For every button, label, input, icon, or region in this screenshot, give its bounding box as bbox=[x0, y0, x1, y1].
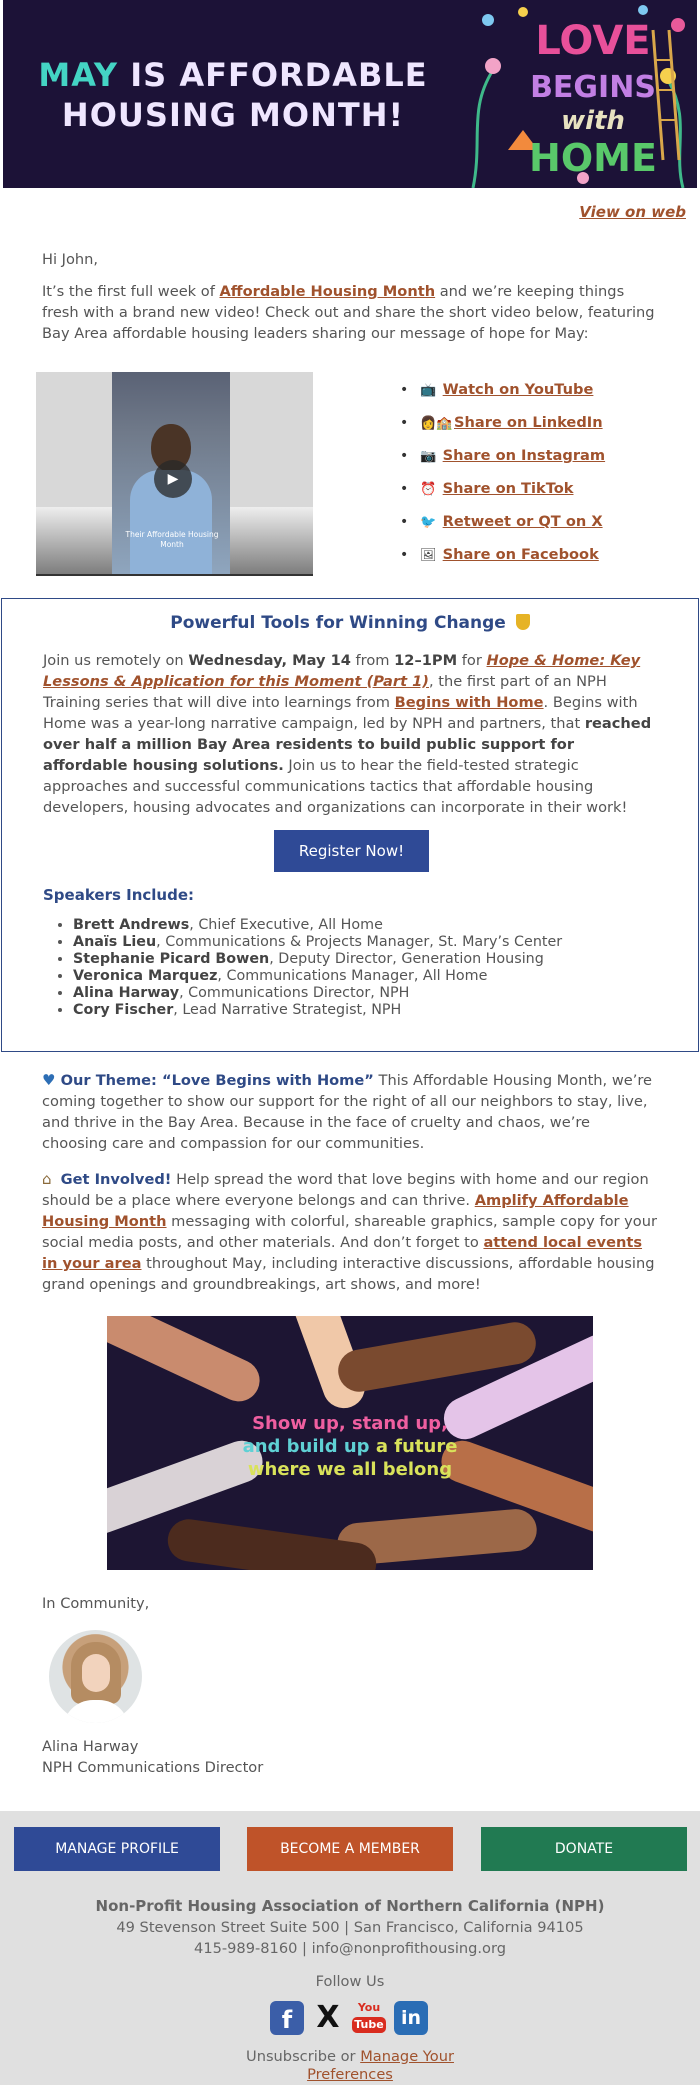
banner-art-love: LOVE bbox=[535, 18, 651, 64]
register-now-button[interactable]: Register Now! bbox=[274, 830, 429, 872]
bird-icon: 🐦 bbox=[420, 515, 437, 530]
shield-icon bbox=[516, 614, 530, 630]
begins-with-home-link[interactable]: Begins with Home bbox=[394, 694, 544, 711]
banner-art-with: with bbox=[561, 106, 625, 136]
donate-button[interactable]: DONATE bbox=[481, 1827, 687, 1871]
house-icon: ⌂ bbox=[42, 1170, 52, 1188]
heart-icon: ♥ bbox=[42, 1071, 56, 1089]
signoff: In Community, bbox=[42, 1595, 150, 1612]
watch-on-youtube-link[interactable]: Watch on YouTube bbox=[442, 381, 594, 398]
manage-preferences-line2 bbox=[0, 2066, 700, 2084]
list-item bbox=[400, 545, 605, 578]
speakers-list bbox=[43, 917, 562, 1019]
unsubscribe-line: Unsubscribe or Manage Your bbox=[246, 2048, 454, 2065]
list-item: • Cory Fischer, Lead Narrative Strategist, NPH bbox=[73, 1002, 562, 1019]
hands-graphic-text: Show up, stand up, and build up a future where we all belong bbox=[242, 1413, 458, 1480]
tv-icon: 📺 bbox=[420, 383, 437, 398]
share-on-facebook-link[interactable]: Share on Facebook bbox=[442, 546, 599, 563]
people-icon: 👩🏫 bbox=[420, 416, 453, 431]
banner-art-home: HOME bbox=[529, 136, 657, 180]
manage-preferences-link-line2[interactable]: Preferences bbox=[307, 2066, 393, 2083]
list-item: • Stephanie Picard Bowen, Deputy Director, Generation Housing bbox=[73, 951, 562, 968]
video-thumbnail[interactable] bbox=[36, 372, 313, 576]
linkedin-icon[interactable]: in bbox=[394, 2001, 428, 2035]
list-item: • Alina Harway, Communications Director, NPH bbox=[73, 985, 562, 1002]
share-on-tiktok-link[interactable]: Share on TikTok bbox=[442, 480, 574, 497]
intro-paragraph: It’s the first full week of Affordable Housing Month and we’re keeping things fresh with a brand new video! Check out and share the short video below, featuring Bay Area affordable housing leaders sharing our message of hope for May: bbox=[42, 283, 655, 342]
section-title: Powerful Tools for Winning Change bbox=[2, 613, 698, 633]
footer bbox=[0, 1811, 700, 2085]
view-on-web-link[interactable]: View on web bbox=[579, 203, 686, 221]
list-item bbox=[400, 446, 605, 479]
picture-icon: 🖼 bbox=[420, 548, 437, 563]
arm-shape bbox=[107, 1316, 267, 1408]
list-item: • Veronica Marquez, Communications Manager, All Home bbox=[73, 968, 562, 985]
amplify-month-link[interactable]: Amplify Affordable Housing Month bbox=[42, 1192, 629, 1230]
x-icon[interactable]: X bbox=[316, 2000, 340, 2035]
avatar-face bbox=[82, 1654, 110, 1692]
avatar-shirt bbox=[63, 1700, 129, 1723]
list-item bbox=[400, 479, 605, 512]
facebook-icon[interactable]: f bbox=[270, 2001, 304, 2035]
video-caption: Their Affordable Housing Month bbox=[125, 530, 219, 549]
theme-paragraph: ♥ Our Theme: “Love Begins with Home” This Affordable Housing Month, we’re coming together to show our support for the right of all our neighbors to stay, live, and thrive in the Bay Area. Because in the face of cruelty and chaos, we’re choosing care and compassion for our communities. bbox=[42, 1071, 653, 1152]
signer-title: NPH Communications Director bbox=[42, 1759, 264, 1776]
play-icon[interactable]: ▶ bbox=[154, 460, 192, 498]
follow-us-label: Follow Us bbox=[315, 1973, 385, 1990]
affordable-housing-month-link[interactable]: Affordable Housing Month bbox=[219, 283, 436, 300]
youtube-icon[interactable]: You Tube bbox=[352, 2001, 386, 2035]
banner-headline-line2: HOUSING MONTH! bbox=[61, 96, 405, 134]
speakers-heading: Speakers Include: bbox=[43, 886, 195, 904]
manage-preferences-link[interactable]: Manage Your bbox=[360, 2048, 454, 2065]
banner-art-begins: BEGINS bbox=[530, 70, 656, 105]
attend-local-events-link[interactable]: attend local events in your area bbox=[42, 1234, 643, 1272]
become-member-button[interactable]: BECOME A MEMBER bbox=[247, 1827, 453, 1871]
list-item bbox=[400, 380, 605, 413]
event-title-link[interactable]: Hope & Home: Key Lessons & Application for this Moment (Part 1) bbox=[43, 652, 641, 690]
camera-icon: 📷 bbox=[420, 449, 437, 464]
list-item bbox=[400, 413, 605, 446]
greeting: Hi John, bbox=[42, 251, 99, 268]
hands-unity-graphic bbox=[107, 1316, 593, 1570]
org-address: 49 Stevenson Street Suite 500 | San Francisco, California 94105 bbox=[116, 1919, 584, 1936]
alarm-clock-icon: ⏰ bbox=[420, 482, 437, 497]
get-involved-paragraph: ⌂ Get Involved! Help spread the word that love begins with home and our region should be a place where everyone belongs and can thrive. Amplify Affordable Housing Month messaging with colorful, shareable graphics, sample copy for your social media posts, and other materials. And don’t forget to attend local events in your area throughout May, including interactive discussions, affordable housing grand openings and groundbreakings, art shows, and more! bbox=[42, 1170, 657, 1293]
manage-profile-button[interactable]: MANAGE PROFILE bbox=[14, 1827, 220, 1871]
avatar bbox=[49, 1630, 142, 1723]
arm-shape bbox=[165, 1517, 379, 1570]
list-item: • Anaïs Lieu, Communications & Projects Manager, St. Mary’s Center bbox=[73, 934, 562, 951]
list-item: • Brett Andrews, Chief Executive, All Home bbox=[73, 917, 562, 934]
share-links-list bbox=[400, 380, 605, 578]
org-name: Non-Profit Housing Association of Northern California (NPH) bbox=[95, 1897, 605, 1915]
list-item bbox=[400, 512, 605, 545]
share-on-instagram-link[interactable]: Share on Instagram bbox=[442, 447, 606, 464]
share-on-linkedin-link[interactable]: Share on LinkedIn bbox=[454, 414, 603, 431]
banner-headline-line1: MAY IS AFFORDABLE bbox=[38, 56, 428, 94]
signer-name: Alina Harway bbox=[42, 1738, 139, 1755]
training-event-box bbox=[1, 598, 699, 1052]
header-banner bbox=[3, 0, 697, 188]
event-description: Join us remotely on Wednesday, May 14 from 12–1PM for Hope & Home: Key Lessons & Application for this Moment (Part 1), the first part of an NPH Training series that will dive into learnings from Begins with Home. Begins with Home was a year-long narrative campaign, led by NPH and partners, that reached over half a million Bay Area residents to build public support for affordable housing solutions. Join us to hear the field-tested strategic approaches and successful communications tactics that affordable housing developers, housing advocates and organizations can incorporate in their work! bbox=[43, 652, 652, 816]
retweet-on-x-link[interactable]: Retweet or QT on X bbox=[442, 513, 603, 530]
org-contact: 415-989-8160 | info@nonprofithousing.org bbox=[194, 1940, 506, 1957]
